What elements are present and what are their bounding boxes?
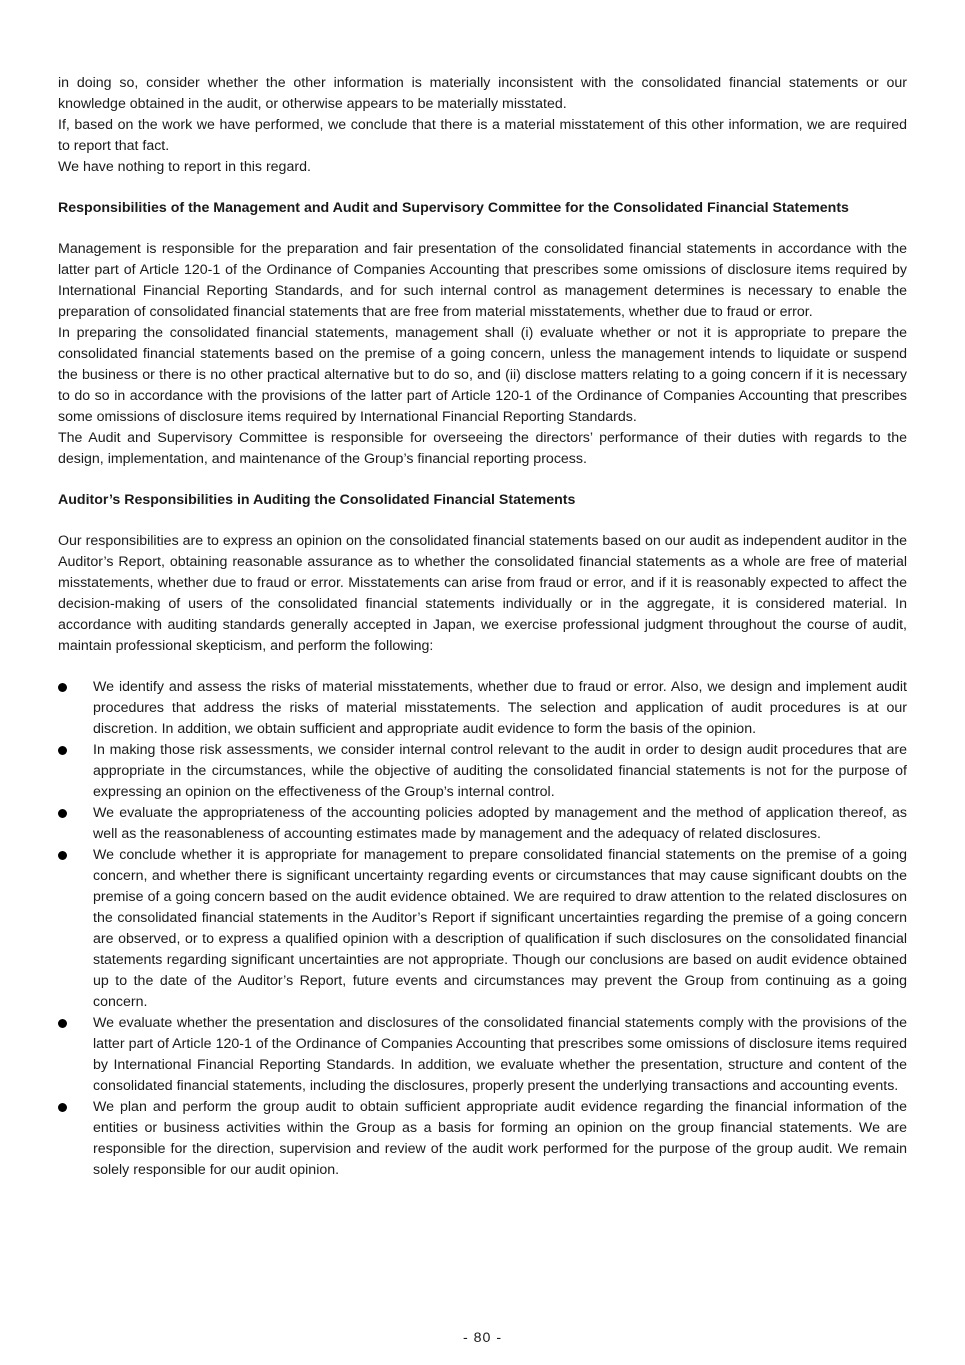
section-heading-auditor: Auditor’s Responsibilities in Auditing the Consolidated Financial Statements [58, 492, 576, 508]
spacer [58, 178, 907, 198]
bullet-icon [58, 683, 67, 692]
list-item [58, 677, 907, 740]
bullet-icon [58, 1019, 67, 1028]
intro-paragraph: in doing so, consider whether the other information is materially inconsistent with the consolidated financial statements or our knowledge obtained in the audit, or otherwise appears to be materially misstated. [58, 75, 907, 112]
list-item-text: We conclude whether it is appropriate for management to prepare consolidated financial statements on the premise of a going concern, and whether there is significant uncertainty regarding events or circumstances that may cause significant doubts on the premise of a going concern based on the audit evidence obtained. We are required to draw attention to the related disclosures on the consolidated financial statements in the Auditor’s Report if significant uncertainties regarding the premise of a going concern are observed, or to express a qualified opinion with a description of qualification if such disclosures on the consolidated financial statements regarding significant uncertainties are not appropriate. Though our conclusions are based on audit evidence obtained up to the date of the Auditor’s Report, future events and circumstances may prevent the Group from continuing as a going concern. [93, 847, 907, 1010]
list-item-text: We evaluate whether the presentation and disclosures of the consolidated financial statements comply with the provisions of the latter part of Article 120-1 of the Ordinance of Companies Accounting that prescribes some omissions of disclosure items required by International Financial Reporting Standards. In addition, we evaluate whether the presentation, structure and content of the consolidated financial statements, including the disclosures, properly present the underlying transactions and accounting events. [93, 1015, 907, 1094]
spacer [58, 470, 907, 490]
document-page [58, 73, 907, 1181]
bullet-icon [58, 1103, 67, 1112]
body-paragraph: Management is responsible for the preparation and fair presentation of the consolidated financial statements in accordance with the latter part of Article 120-1 of the Ordinance of Companies Accounting that prescribes some omissions of disclosure items required by International Financial Reporting Standards, and for such internal control as management determines is necessary to enable the preparation of consolidated financial statements that are free from material misstatements, whether due to fraud or error. [58, 241, 907, 320]
list-item-text: We plan and perform the group audit to obtain sufficient appropriate audit evidence regarding the financial information of the entities or business activities within the Group as a basis for forming an opinion on the group financial statements. We are responsible for the direction, supervision and review of the audit work performed for the purpose of the group audit. We remain solely responsible for our audit opinion. [93, 1099, 907, 1178]
list-item-text: We identify and assess the risks of material misstatements, whether due to fraud or error. Also, we design and implement audit procedures that address the risks of material misstatements. The selection and application of audit procedures is at our discretion. In addition, we obtain sufficient and appropriate audit evidence to form the basis of the opinion. [93, 679, 907, 737]
body-paragraph: Our responsibilities are to express an opinion on the consolidated financial statements based on our audit as independent auditor in the Auditor’s Report, obtaining reasonable assurance as to whether the consolidated financial statements as a whole are free of material misstatements, whether due to fraud or error. Misstatements can arise from fraud or error, and if it is reasonably expected to affect the decision-making of users of the consolidated financial statements individually or in the aggregate, it is considered material. In accordance with auditing standards generally accepted in Japan, we exercise professional judgment throughout the course of audit, maintain professional skepticism, and perform the following: [58, 533, 907, 654]
section-heading-management: Responsibilities of the Management and Audit and Supervisory Committee for the Consolidated Financial Statements [58, 200, 849, 216]
bullet-icon [58, 851, 67, 860]
list-item [58, 740, 907, 803]
bullet-icon [58, 809, 67, 818]
list-item [58, 845, 907, 1013]
page-number: - 80 - [462, 1330, 503, 1346]
intro-paragraph: If, based on the work we have performed, we conclude that there is a material misstatement of this other information, we are required to report that fact. [58, 117, 907, 154]
intro-paragraph: We have nothing to report in this regard. [58, 159, 311, 175]
spacer [58, 511, 907, 531]
list-item [58, 1097, 907, 1181]
spacer [58, 657, 907, 677]
list-item [58, 803, 907, 845]
list-item [58, 1013, 907, 1097]
bullet-icon [58, 746, 67, 755]
bullet-list [58, 677, 907, 1181]
body-paragraph: In preparing the consolidated financial statements, management shall (i) evaluate whether or not it is appropriate to prepare the consolidated financial statements based on the premise of a going concern, unless the management intends to liquidate or suspend the business or there is no other practical alternative but to do so, and (ii) disclose matters relating to a going concern if it is necessary to do so in accordance with the provisions of the latter part of Article 120-1 of the Ordinance of Companies Accounting that prescribes some omissions of disclosure items required by International Financial Reporting Standards. [58, 325, 907, 425]
spacer [58, 219, 907, 239]
body-paragraph: The Audit and Supervisory Committee is responsible for overseeing the directors’ performance of their duties with regards to the design, implementation, and maintenance of the Group’s financial reporting process. [58, 430, 907, 467]
list-item-text: In making those risk assessments, we consider internal control relevant to the audit in order to design audit procedures that are appropriate in the circumstances, while the objective of auditing the consolidated financial statements is not for the purpose of expressing an opinion on the effectiveness of the Group’s internal control. [93, 742, 907, 800]
list-item-text: We evaluate the appropriateness of the accounting policies adopted by management and the method of application thereof, as well as the reasonableness of accounting estimates made by management and the adequacy of related disclosures. [93, 805, 907, 842]
